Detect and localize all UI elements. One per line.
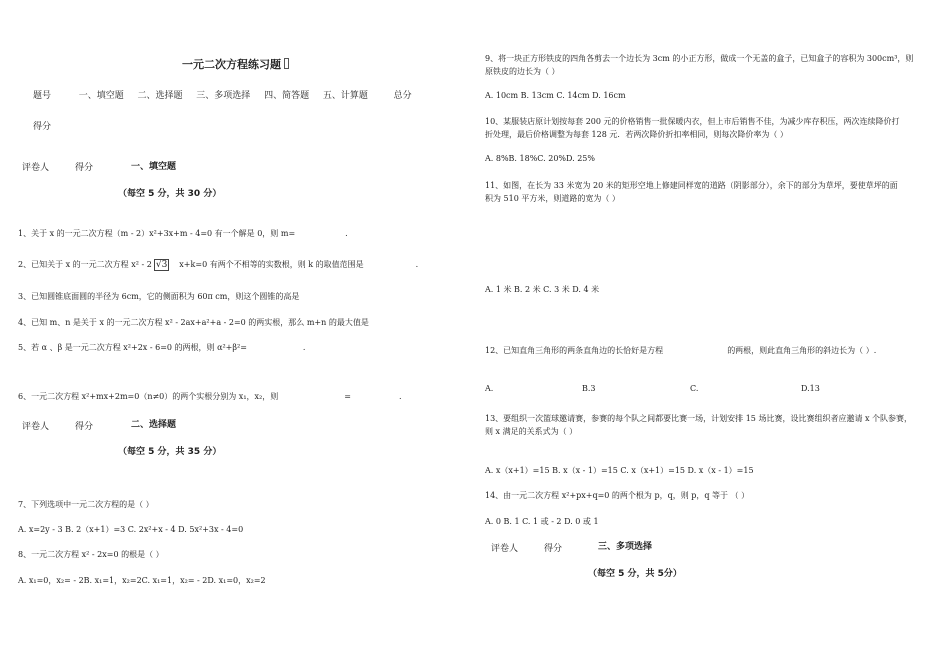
score-table-header xyxy=(33,88,412,101)
question-13-options: A. x（x+1）=15 B. x（x - 1）=15 C. x（x+1）=15 D. x（x - 1）=15 xyxy=(485,466,754,475)
question-6: 6、一元二次方程 x²+mx+2m=0（n≠0）的两个实根分别为 x₁，x₂，则 = . xyxy=(18,392,402,401)
header-cell: 总分 xyxy=(393,91,412,101)
question-12-option-b: B.3 xyxy=(582,384,596,393)
section-note-choice: （每空 5 分，共 35 分） xyxy=(118,447,222,457)
question-11-line1: 11、如图，在长为 33 米宽为 20 米的矩形空地上修建同样宽的道路（阴影部分），余下的部分为草坪，要使草坪的面 xyxy=(485,181,898,190)
section-note-fill: （每空 5 分，共 30 分） xyxy=(118,189,222,199)
question-14: 14、由一元二次方程 x²+px+q=0 的两个根为 p，q，则 p，q 等于 （ ） xyxy=(485,491,750,500)
question-5: 5、若 α 、β 是一元二次方程 x²+2x - 6=0 的两根，则 α²+β²= . xyxy=(18,343,306,352)
grader-box-1: 评卷人 得分 xyxy=(22,163,94,173)
question-8: 8、一元二次方程 x² - 2x=0 的根是（ ） xyxy=(18,550,164,559)
grader-box-2: 评卷人 得分 xyxy=(22,422,94,432)
header-cell: 五、计算题 xyxy=(322,91,368,101)
question-12-option-d: D.13 xyxy=(801,384,820,393)
question-10-line1: 10、某服装店原计划按每套 200 元的价格销售一批保暖内衣，但上市后销售不佳，为减少库存积压，两次连续降价打 xyxy=(485,117,900,126)
header-cell: 题号 xyxy=(33,91,52,101)
header-cell: 一、填空题 xyxy=(78,91,124,101)
section-title-choice: 二、选择题 xyxy=(131,420,177,430)
header-cell: 三、多项选择 xyxy=(196,91,251,101)
sqrt-symbol: √3 xyxy=(155,260,168,270)
question-12: 12、已知直角三角形的两条直角边的长恰好是方程 的两根，则此直角三角形的斜边长为（ ）. xyxy=(485,346,877,355)
question-7: 7、下列选项中一元二次方程的是（ ） xyxy=(18,500,154,509)
question-10-options: A. 8%B. 18%C. 20%D. 25% xyxy=(485,154,595,163)
header-cell: 二、选择题 xyxy=(137,91,183,101)
grader-box-3: 评卷人 得分 xyxy=(491,544,563,554)
question-12-option-a: A. xyxy=(485,384,494,393)
score-row-label: 得分 xyxy=(33,122,52,132)
question-9-line2: 原铁皮的边长为（ ） xyxy=(485,67,560,76)
cursor-marker xyxy=(284,58,289,69)
question-3: 3、已知圆锥底面圆的半径为 6cm，它的侧面积为 60π cm，则这个圆锥的高是 xyxy=(18,292,300,301)
question-9-line1: 9、将一块正方形铁皮的四角各剪去一个边长为 3cm 的小正方形，做成一个无盖的盒子，已知盒子的容积为 300cm³，则 xyxy=(485,54,914,63)
question-9-options: A. 10cm B. 13cm C. 14cm D. 16cm xyxy=(485,91,626,100)
question-11-options: A. 1 米 B. 2 米 C. 3 米 D. 4 米 xyxy=(485,285,600,294)
question-13-line1: 13、要组织一次篮球邀请赛，参赛的每个队之间都要比赛一场，计划安排 15 场比赛，设比赛组织者应邀请 x 个队参赛， xyxy=(485,414,913,423)
section-title-multi: 三、多项选择 xyxy=(598,542,653,552)
section-note-multi: （每空 5 分，共 5分） xyxy=(588,569,682,579)
question-12-option-c: C. xyxy=(690,384,699,393)
header-cell: 四、简答题 xyxy=(264,91,310,101)
question-1: 1、关于 x 的一元二次方程（m - 2）x²+3x+m - 4=0 有一个解是 0，则 m= . xyxy=(18,229,348,238)
section-title-fill: 一、填空题 xyxy=(131,162,177,172)
question-10-line2: 折处理，最后价格调整为每套 128 元．若两次降价折扣率相同，则每次降价率为（ ） xyxy=(485,130,788,139)
question-2: 2、已知关于 x 的一元二次方程 x² - 2 √3 x+k=0 有两个不相等的实数根，则 k 的取值范围是 . xyxy=(18,260,419,270)
question-14-options: A. 0 B. 1 C. 1 或 - 2 D. 0 或 1 xyxy=(485,517,599,526)
question-4: 4、已知 m、n 是关于 x 的一元二次方程 x² - 2ax+a²+a - 2=0 的两实根，那么 m+n 的最大值是 xyxy=(18,318,369,327)
question-8-options: A. x₁=0，x₂= - 2B. x₁=1，x₂=2C. x₁=1，x₂= - 2D. x₁=0，x₂=2 xyxy=(18,576,266,585)
page-title: 一元二次方程练习题 xyxy=(182,56,289,72)
question-13-line2: 则 x 满足的关系式为（ ） xyxy=(485,427,578,436)
question-7-options: A. x=2y - 3 B. 2（x+1）=3 C. 2x²+x - 4 D. 5x²+3x - 4=0 xyxy=(18,525,244,534)
question-11-line2: 积为 510 平方米，则道路的宽为（ ） xyxy=(485,194,620,203)
